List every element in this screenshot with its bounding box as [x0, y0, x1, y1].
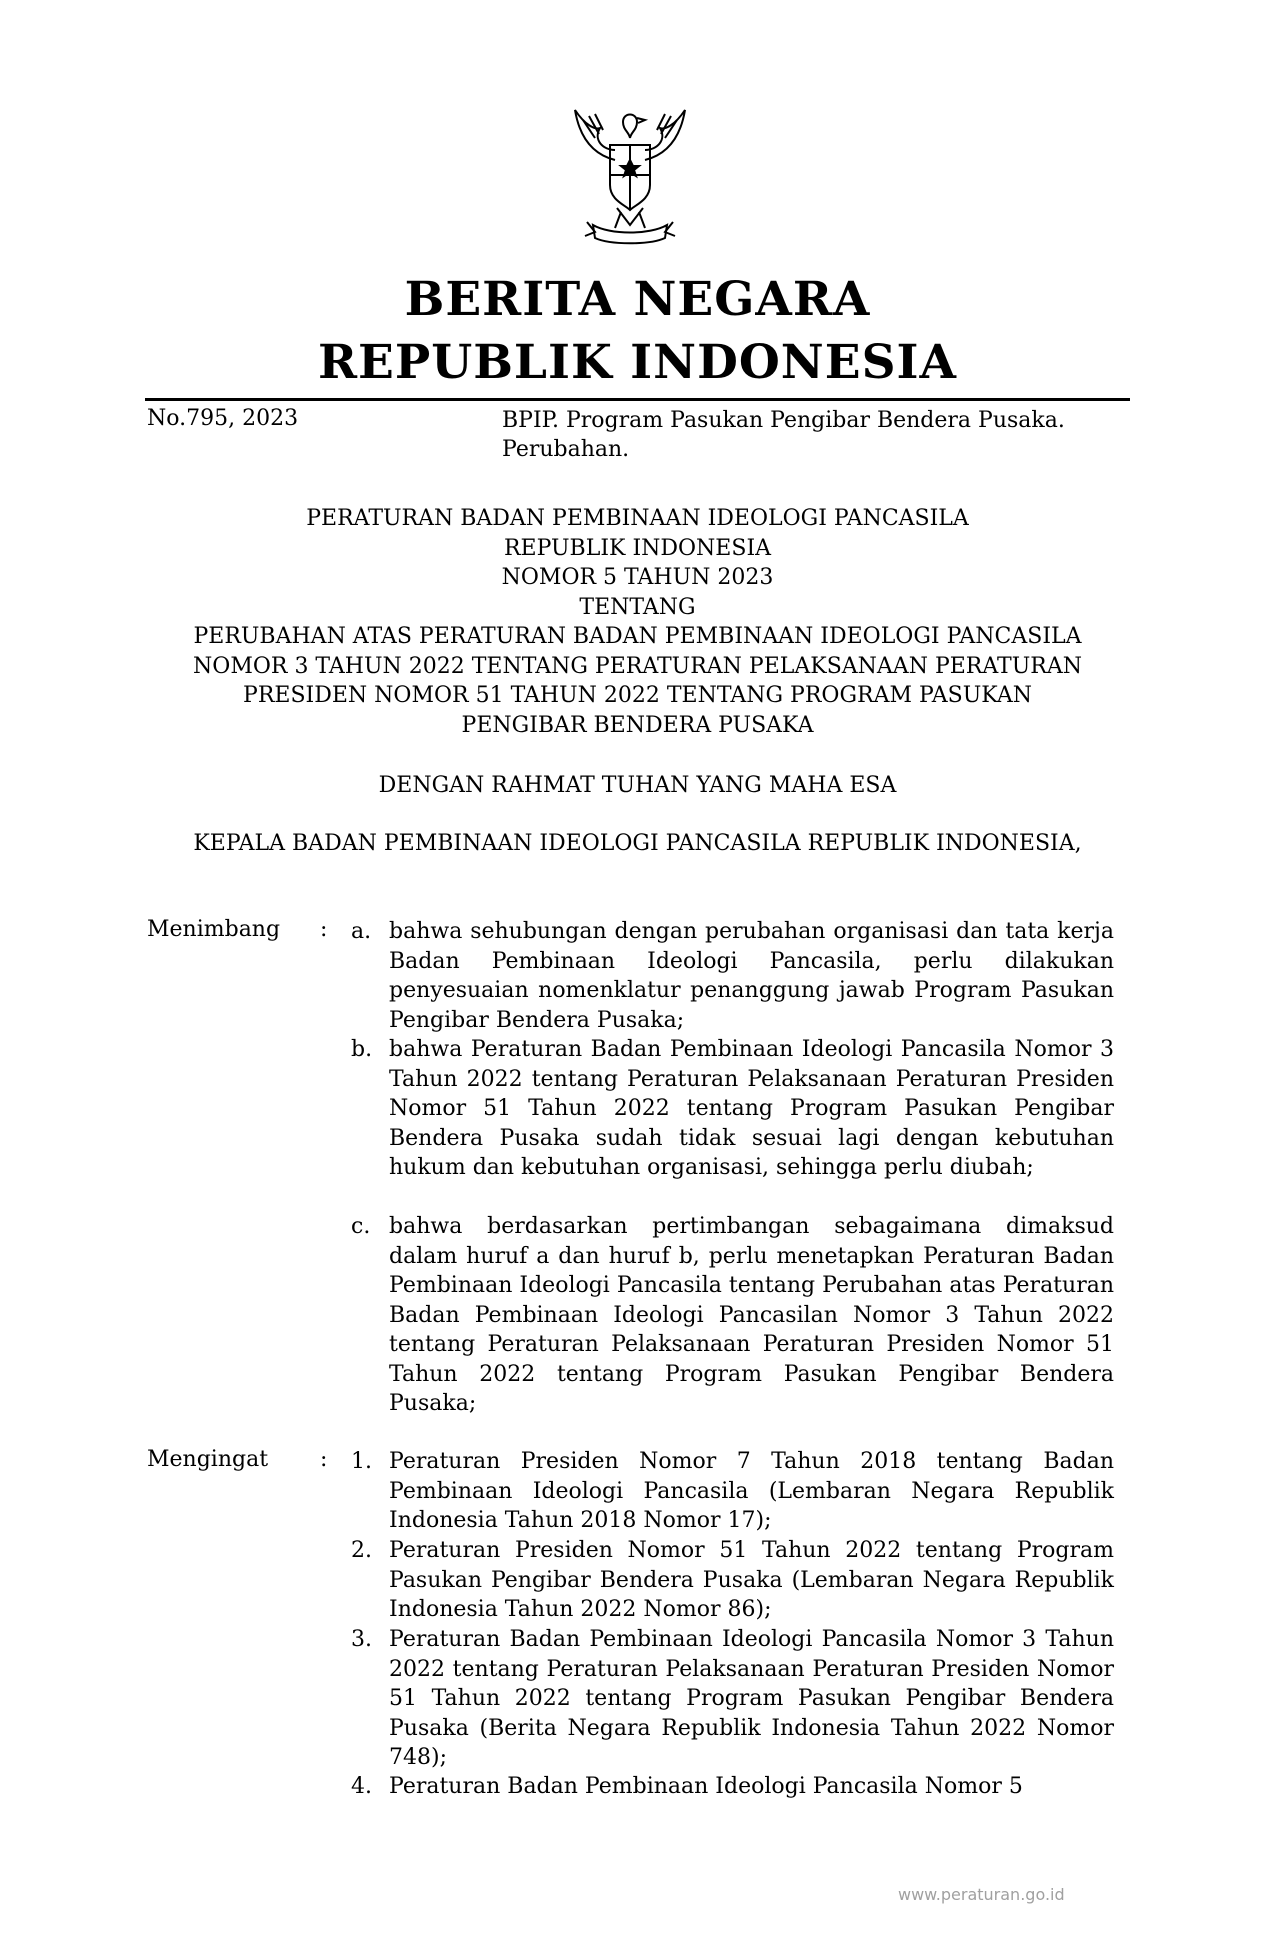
item-marker: c. — [351, 1214, 371, 1239]
regulation-title-line: NOMOR 3 TAHUN 2022 TENTANG PERATURAN PELAKSANAAN PERATURAN — [193, 653, 1082, 679]
item-text: Peraturan Presiden Nomor 51 Tahun 2022 tentang Program Pasukan Pengibar Bendera Pusaka (Lembaran Negara Republik Indonesia Tahun 2022 Nomor 86); — [389, 1538, 1114, 1622]
regulation-title-line: REPUBLIK INDONESIA — [503, 535, 772, 561]
garuda-emblem-icon — [555, 100, 705, 250]
regulation-title-line: PERUBAHAN ATAS PERATURAN BADAN PEMBINAAN IDEOLOGI PANCASILA — [193, 624, 1082, 649]
item-text: Peraturan Badan Pembinaan Ideologi Pancasila Nomor 3 Tahun 2022 tentang Peraturan Pelaksanaan Peraturan Presiden Nomor 51 Tahun 2022 tentang Program Pasukan Pengibar Bendera Pusaka (Berita Negara Republik Indonesia Tahun 2022 Nomor 748); — [389, 1627, 1114, 1770]
regulation-title-line: TENTANG — [579, 594, 696, 620]
item-text: Peraturan Badan Pembinaan Ideologi Pancasila Nomor 5 — [389, 1774, 1023, 1799]
issuer: KEPALA BADAN PEMBINAAN IDEOLOGI PANCASILA REPUBLIK INDONESIA, — [193, 831, 1082, 856]
menimbang-colon: : — [320, 917, 328, 942]
item-marker: 3. — [351, 1627, 372, 1652]
item-text: bahwa sehubungan dengan perubahan organisasi dan tata kerja Badan Pembinaan Ideologi Pancasila, perlu dilakukan penyesuaian nomenklatur penanggung jawab Program Pasukan Pengibar Bendera Pusaka; — [389, 919, 1114, 1033]
regulation-title-line: PERATURAN BADAN PEMBINAAN IDEOLOGI PANCASILA — [306, 506, 969, 531]
mengingat-colon: : — [320, 1447, 328, 1472]
item-marker: b. — [351, 1037, 373, 1062]
gazette-number: No.795, 2023 — [147, 406, 299, 431]
masthead-title-line1: BERITA NEGARA — [404, 272, 871, 327]
regulation-title-line: NOMOR 5 TAHUN 2023 — [501, 565, 774, 590]
item-marker: 4. — [351, 1774, 372, 1799]
masthead-title-line2: REPUBLIK INDONESIA — [317, 335, 957, 390]
subject-line2: Perubahan. — [502, 437, 630, 462]
regulation-title — [120, 504, 1155, 740]
invocation: DENGAN RAHMAT TUHAN YANG MAHA ESA — [378, 773, 897, 798]
item-marker: 2. — [351, 1538, 372, 1563]
item-text: bahwa berdasarkan pertimbangan sebagaimana dimaksud dalam huruf a dan huruf b, perlu menetapkan Peraturan Badan Pembinaan Ideologi Pancasila tentang Perubahan atas Peraturan Badan Pembinaan Ideologi Pancasilan Nomor 3 Tahun 2022 tentang Peraturan Pelaksanaan Peraturan Presiden Nomor 51 Tahun 2022 tentang Program Pasukan Pengibar Bendera Pusaka; — [389, 1214, 1114, 1416]
item-text: Peraturan Presiden Nomor 7 Tahun 2018 tentang Badan Pembinaan Ideologi Pancasila (Lembaran Negara Republik Indonesia Tahun 2018 Nomor 17); — [389, 1449, 1114, 1533]
mengingat-label: Mengingat — [147, 1447, 269, 1472]
gazette-subject — [502, 406, 1142, 464]
menimbang-label: Menimbang — [147, 917, 281, 942]
item-marker: a. — [351, 919, 372, 944]
regulation-title-line: PENGIBAR BENDERA PUSAKA — [461, 712, 814, 738]
footer-website: www.peraturan.go.id — [898, 1885, 1065, 1904]
header-divider — [145, 398, 1130, 401]
item-marker: 1. — [351, 1449, 372, 1474]
subject-line1: BPIP. Program Pasukan Pengibar Bendera Pusaka. — [502, 408, 1065, 433]
item-text: bahwa Peraturan Badan Pembinaan Ideologi Pancasila Nomor 3 Tahun 2022 tentang Peraturan Pelaksanaan Peraturan Presiden Nomor 51 Tahun 2022 tentang Program Pasukan Pengibar Bendera Pusaka sudah tidak sesuai lagi dengan kebutuhan hukum dan kebutuhan organisasi, sehingga perlu diubah; — [389, 1037, 1114, 1180]
regulation-title-line: PRESIDEN NOMOR 51 TAHUN 2022 TENTANG PROGRAM PASUKAN — [243, 683, 1032, 708]
